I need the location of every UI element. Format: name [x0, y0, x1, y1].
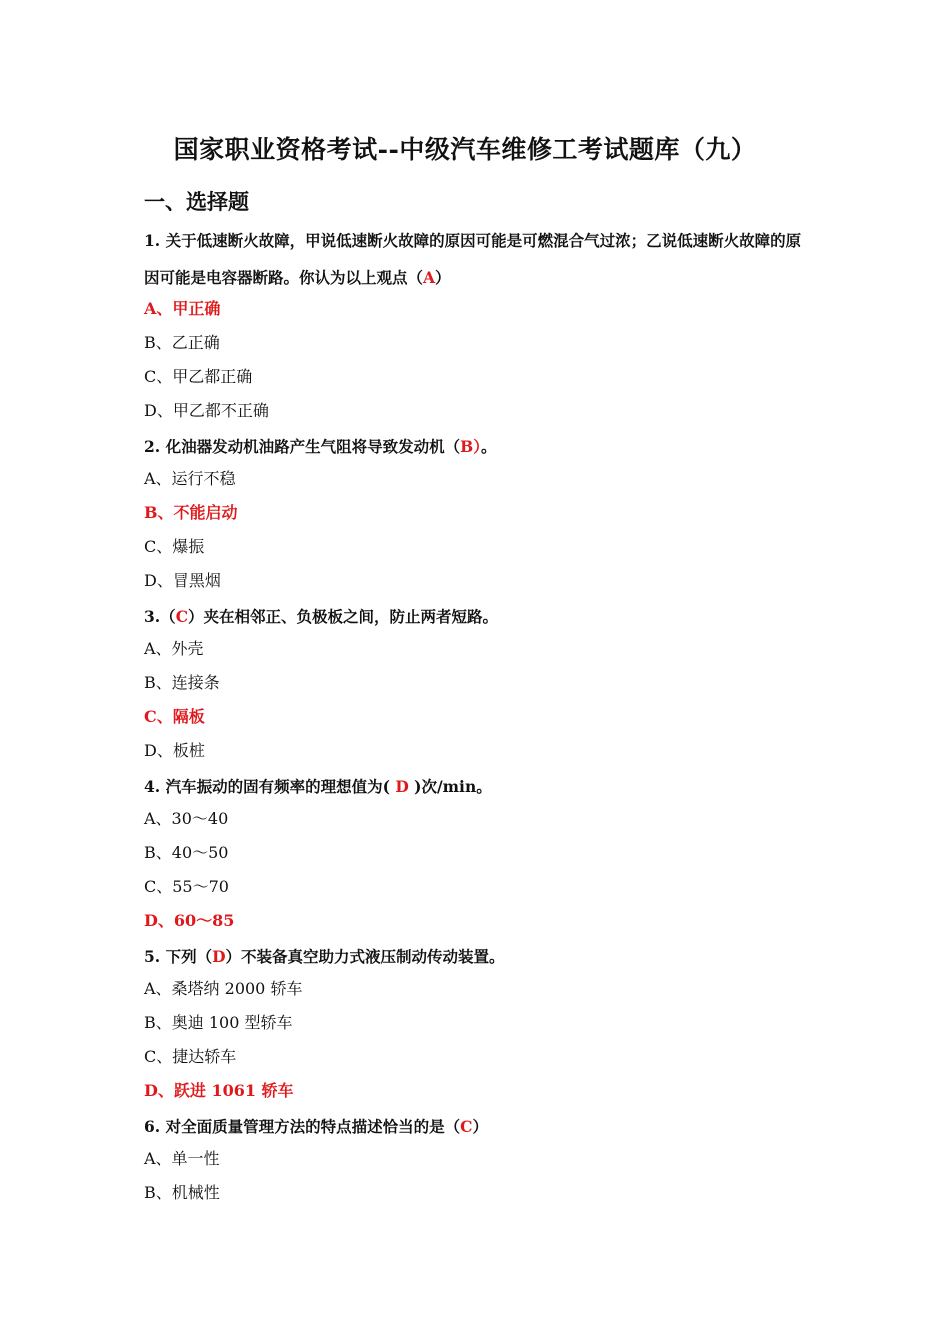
question-stem-text: 3.（: [144, 607, 176, 626]
answer-key: A: [423, 268, 436, 287]
option: C、55～70: [144, 877, 229, 896]
question-stem: [144, 938, 814, 972]
question-stem-text: ）: [472, 1117, 488, 1136]
option-correct: D、60～85: [144, 911, 235, 930]
option-correct: D、跃进 1061 轿车: [144, 1081, 294, 1100]
option: B、连接条: [144, 673, 220, 692]
option: D、甲乙都不正确: [144, 401, 269, 420]
option: C、捷达轿车: [144, 1047, 237, 1066]
question-stem-text: )次/min。: [414, 777, 492, 796]
option: B、40～50: [144, 843, 229, 862]
answer-key: D: [212, 947, 226, 966]
question-stem-text: 2. 化油器发动机油路产生气阻将导致发动机（: [144, 437, 461, 456]
option: C、甲乙都正确: [144, 367, 253, 386]
question-stem-text: 5. 下列（: [144, 947, 213, 966]
question-stem-text: 6. 对全面质量管理方法的特点描述恰当的是（: [144, 1117, 461, 1136]
page-title: 国家职业资格考试--中级汽车维修工考试题库（九）: [173, 135, 757, 164]
question-stem-text: ）: [435, 268, 451, 287]
option: B、乙正确: [144, 333, 220, 352]
option: A、桑塔纳 2000 轿车: [144, 979, 303, 998]
question-stem: [144, 1108, 814, 1142]
option: D、冒黑烟: [144, 571, 221, 590]
option: A、30～40: [144, 809, 229, 828]
option: A、单一性: [144, 1149, 220, 1168]
answer-key: C: [460, 1117, 473, 1136]
section-heading: 一、选择题: [144, 189, 249, 214]
option-correct: B、不能启动: [144, 503, 238, 522]
answer-key: D: [389, 777, 415, 796]
question-list: [144, 222, 814, 1210]
option: A、运行不稳: [144, 469, 236, 488]
question-stem-text: ）不装备真空助力式液压制动传动装置。: [225, 947, 505, 966]
question-stem: [144, 222, 814, 292]
option: C、爆振: [144, 537, 205, 556]
option: B、机械性: [144, 1183, 220, 1202]
question-stem: [144, 428, 814, 462]
question-stem-text: ）夹在相邻正、负极板之间，防止两者短路。: [188, 607, 499, 626]
question-stem: [144, 768, 814, 802]
question-stem-text: 4. 汽车振动的固有频率的理想值为(: [144, 777, 390, 796]
option-correct: A、甲正确: [144, 299, 221, 318]
option: B、奥迪 100 型轿车: [144, 1013, 293, 1032]
option-correct: C、隔板: [144, 707, 205, 726]
option: A、外壳: [144, 639, 204, 658]
question-stem-text: 。: [480, 437, 497, 456]
question-stem-text: 1. 关于低速断火故障，甲说低速断火故障的原因可能是可燃混合气过浓；乙说低速断火故障的原因可能是电容器断路。你认为以上观点（: [144, 231, 802, 287]
answer-key: B）: [460, 437, 481, 456]
question-stem: [144, 598, 814, 632]
option: D、板桩: [144, 741, 205, 760]
answer-key: C: [175, 607, 189, 626]
